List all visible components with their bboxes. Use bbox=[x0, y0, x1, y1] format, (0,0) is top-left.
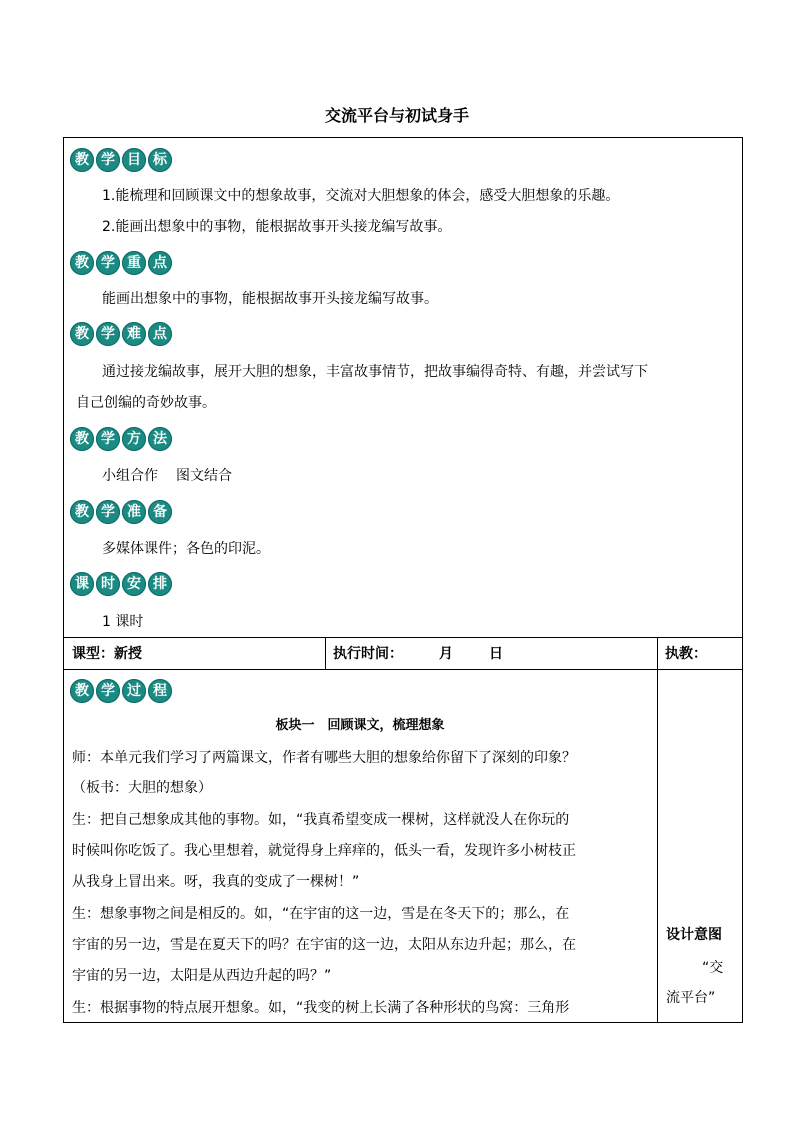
tag-char: 时 bbox=[96, 572, 120, 596]
tag-char: 程 bbox=[148, 679, 172, 703]
tag-char: 点 bbox=[148, 322, 172, 346]
design-intent-text-1: “交 bbox=[702, 960, 724, 976]
key-points-text: 能画出想象中的事物，能根据故事开头接龙编写故事。 bbox=[102, 291, 438, 307]
tag-char: 目 bbox=[122, 148, 146, 172]
design-intent-label: 设计意图 bbox=[666, 927, 722, 943]
tag-char: 学 bbox=[96, 500, 120, 524]
process-line: 生：根据事物的特点展开想象。如，“我变的树上长满了各种形状的鸟窝：三角形 bbox=[72, 1000, 570, 1016]
tag-char: 学 bbox=[96, 679, 120, 703]
tag-char: 教 bbox=[70, 148, 94, 172]
process-line: 生：想象事物之间是相反的。如，“在宇宙的这一边，雪是在冬天下的；那么，在 bbox=[72, 906, 570, 922]
process-line: 宇宙的另一边，雪是在夏天下的吗？在宇宙的这一边，太阳从东边升起；那么，在 bbox=[72, 937, 576, 953]
tag-char: 准 bbox=[122, 500, 146, 524]
table-col-divider-1 bbox=[325, 637, 326, 669]
process-line: 宇宙的另一边，太阳是从西边升起的吗？” bbox=[72, 968, 332, 984]
process-line: 从我身上冒出来。呀，我真的变成了一棵树！” bbox=[72, 874, 360, 890]
method-item: 小组合作 bbox=[102, 468, 158, 484]
tag-char: 学 bbox=[96, 322, 120, 346]
table-divider-top bbox=[63, 637, 743, 638]
table-divider-info bbox=[63, 669, 743, 670]
tag-char: 方 bbox=[122, 427, 146, 451]
tag-char: 排 bbox=[148, 572, 172, 596]
section-tag-schedule bbox=[70, 572, 172, 596]
tag-char: 学 bbox=[96, 148, 120, 172]
process-line: 生：把自己想象成其他的事物。如，“我真希望变成一棵树，这样就没人在你玩的 bbox=[72, 812, 570, 828]
section-tag-objectives bbox=[70, 148, 172, 172]
section-tag-difficulties bbox=[70, 322, 172, 346]
tag-char: 难 bbox=[122, 322, 146, 346]
tag-char: 教 bbox=[70, 500, 94, 524]
method-item: 图文结合 bbox=[176, 468, 232, 484]
objective-line-1: 1.能梳理和回顾课文中的想象故事，交流对大胆想象的体会，感受大胆想象的乐趣。 bbox=[102, 188, 620, 204]
design-intent-text-2: 流平台” bbox=[666, 990, 716, 1006]
tag-char: 法 bbox=[148, 427, 172, 451]
tag-char: 教 bbox=[70, 322, 94, 346]
tag-char: 重 bbox=[122, 251, 146, 275]
difficulties-line-2: 自己创编的奇妙故事。 bbox=[76, 395, 216, 411]
section-tag-key-points bbox=[70, 251, 172, 275]
process-line: 时候叫你吃饭了。我心里想着，就觉得身上痒痒的，低头一看，发现许多小树枝正 bbox=[72, 843, 576, 859]
process-line: 师：本单元我们学习了两篇课文，作者有哪些大胆的想象给你留下了深刻的印象？ bbox=[72, 750, 576, 766]
tag-char: 教 bbox=[70, 251, 94, 275]
tag-char: 教 bbox=[70, 427, 94, 451]
page-title: 交流平台与初试身手 bbox=[324, 106, 469, 125]
section-tag-process bbox=[70, 679, 172, 703]
tag-char: 学 bbox=[96, 427, 120, 451]
tag-char: 教 bbox=[70, 679, 94, 703]
section-tag-methods bbox=[70, 427, 172, 451]
execution-time-label: 执行时间： bbox=[333, 646, 403, 662]
teacher-label: 执教： bbox=[665, 646, 707, 662]
table-col-divider-2 bbox=[657, 637, 658, 1023]
difficulties-line-1: 通过接龙编故事，展开大胆的想象，丰富故事情节，把故事编得奇特、有趣，并尝试写下 bbox=[102, 364, 648, 380]
methods-text bbox=[102, 461, 232, 491]
objective-line-2: 2.能画出想象中的事物，能根据故事开头接龙编写故事。 bbox=[102, 219, 452, 235]
tag-char: 过 bbox=[122, 679, 146, 703]
tag-char: 备 bbox=[148, 500, 172, 524]
tag-char: 学 bbox=[96, 251, 120, 275]
process-line: （板书：大胆的想象） bbox=[72, 780, 212, 796]
execution-time bbox=[333, 639, 503, 669]
execution-day: 日 bbox=[489, 646, 503, 662]
lesson-type: 课型：新授 bbox=[72, 646, 142, 662]
section-tag-preparation bbox=[70, 500, 172, 524]
tag-char: 安 bbox=[122, 572, 146, 596]
tag-char: 课 bbox=[70, 572, 94, 596]
tag-char: 点 bbox=[148, 251, 172, 275]
schedule-text: 1 课时 bbox=[102, 614, 144, 630]
execution-month: 月 bbox=[439, 646, 453, 662]
tag-char: 标 bbox=[148, 148, 172, 172]
block-title: 板块一 回顾课文，梳理想象 bbox=[275, 718, 445, 733]
preparation-text: 多媒体课件；各色的印泥。 bbox=[102, 541, 270, 557]
